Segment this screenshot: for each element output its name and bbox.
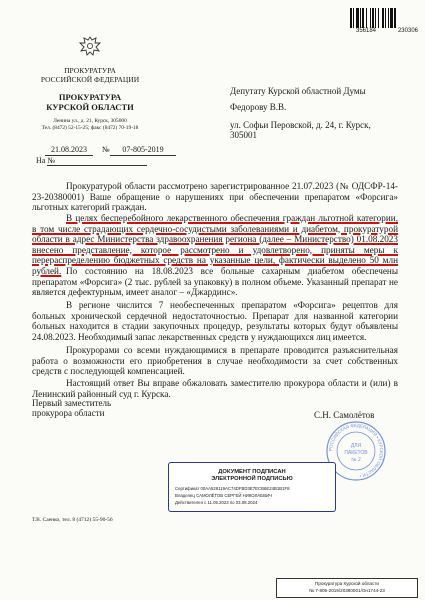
eds-title-line2: ЭЛЕКТРОННОЙ ПОДПИСЬЮ — [211, 475, 293, 482]
document-date: 21.08.2023 — [51, 145, 87, 154]
office-name — [20, 92, 160, 112]
executor-contact: Т.В. Саенко, тел. 8 (4712) 55-90-56 — [32, 517, 113, 523]
barcode-bar — [350, 8, 352, 28]
barcode-bar — [360, 8, 361, 28]
address-line2: Тел. (8472) 52-15-25; факс (8472) 70-19-18 — [41, 125, 139, 131]
paragraph-3: По состоянию на 18.08.2023 все больные сахарным диабетом обеспечены препаратом «Форсига» (2 тыс. рублей за упаковку) в полном объеме. Указанный препарат не является дефектурным, имеет аналог – «Джардинс». — [32, 266, 398, 298]
barcode-number-left: 356184 — [356, 28, 377, 34]
stamp-center-line2: ПАКЕТОВ — [344, 450, 368, 456]
barcode-bar — [375, 8, 376, 28]
barcode-bar — [378, 8, 379, 28]
barcode-bar — [382, 8, 384, 28]
registration-stamp-box — [276, 578, 418, 598]
barcode — [350, 8, 416, 28]
org-line2: РОССИЙСКОЙ ФЕДЕРАЦИИ — [40, 75, 140, 84]
stamp-center-line1: ДЛЯ — [350, 443, 362, 449]
barcode-bar — [356, 8, 359, 28]
address-line1: Ленина ул., д. 21, Курск, 305000 — [53, 118, 127, 124]
office-name-line1: ПРОКУРАТУРА — [58, 92, 122, 102]
eds-title — [169, 469, 335, 483]
barcode-bar — [362, 8, 364, 28]
addressee-address-line1: ул. Софьи Перовской, д. 24, г. Курск, — [230, 120, 371, 130]
eds-certificate: Сертификат 00AA528119AC74DFBD3E7ECB6E24B1B1F8 — [175, 486, 290, 491]
office-address — [20, 118, 160, 132]
registration-number: № 7-805-2019/20380001/Он1744-23 — [309, 588, 385, 593]
barcode-bar — [385, 8, 386, 28]
signatory-title-line2: прокурора области — [32, 408, 105, 418]
reference-underline — [47, 165, 147, 166]
paragraph-2-highlighted: В целях бесперебойного лекарственного обеспечения граждан льготной категории, в том числе страдающих сердечно-сосудистыми заболеваниями и диабетом, прокуратурой области в адрес Министерства здравоохранения региона (далее – Министерство) 01.08.2023 внесено представление, которое рассмотрено и удовлетворено, приняты меры к перераспределению бюджетных средств на указанные цели, фактически выделено 50 млн рублей. — [32, 213, 398, 276]
signatory-title-line1: Первый заместитель — [32, 398, 112, 408]
addressee-address — [230, 120, 371, 140]
addressee-address-line2: 305001 — [230, 130, 257, 140]
registration-office: Прокуратура Курской области — [315, 581, 379, 586]
electronic-signature-box — [168, 462, 336, 512]
signatory-title — [32, 398, 111, 418]
org-line1: ПРОКУРАТУРА — [64, 66, 116, 75]
barcode-number-right: 230306 — [397, 28, 418, 34]
eds-title-line1: ДОКУМЕНТ ПОДПИСАН — [218, 469, 286, 475]
paragraph-1: Прокуратурой области рассмотрено зарегистрированное 21.07.2023 (№ ОДСФР-14-23-20380001) Ваше обращение о нарушениях при обеспечении препаратом «Форсига» льготных категорий граждан. — [32, 181, 398, 213]
number-label: № — [102, 145, 110, 154]
addressee-position: Депутату Курской областной Думы — [230, 86, 366, 96]
reference-label: На № — [36, 156, 55, 165]
organization-header — [20, 66, 160, 84]
barcode-bar — [366, 8, 367, 28]
paragraph-6: Настоящий ответ Вы вправе обжаловать заместителю прокурора области и (или) в Ленинский районный суд г. Курска. — [32, 378, 398, 399]
barcode-bar — [353, 8, 354, 28]
stamp-ring-textpath: РОССИЙСКАЯ ФЕДЕРАЦИЯ • КУРСКОЙ ОБЛАСТИ • — [327, 422, 385, 479]
barcode-bar — [394, 8, 396, 28]
stamp-center-line3: № 2 — [351, 457, 361, 463]
addressee-name: Федорову В.В. — [230, 102, 287, 112]
eds-validity: Действителен с 11.05.2023 по 03.08.2024 — [175, 500, 258, 505]
number-underline — [110, 155, 176, 156]
document-number: 07-805-2019 — [122, 145, 164, 154]
eds-owner: Владелец САМОЛЁТОВ СЕРГЕЙ НИКОЛАЕВИЧ — [175, 493, 272, 498]
emblem-eagle-icon — [77, 34, 103, 60]
paragraph-5: Прокурорами со всеми нуждающимися в препарате проводится разъяснительная работа о возможности его приобретения в случае необходимости за счет собственных средств с последующей компенсацией. — [32, 345, 398, 377]
signatory-name: С.Н. Самолётов — [314, 410, 375, 420]
paragraph-4: В регионе числится 7 необеспеченных препаратом «Форсига» рецептов для больных хронической сердечной недостаточностью. Препарат для названной категории больных находится в стадии закупочных процедур, результаты которых будут объявлены 24.08.2023. Необходимый запас лекарственных средств у нуждающихся лиц имеется. — [32, 300, 398, 342]
barcode-bar — [372, 8, 374, 28]
barcode-bar — [370, 8, 371, 28]
barcode-numbers — [356, 28, 418, 34]
barcode-bar — [388, 8, 389, 28]
barcode-bar — [390, 8, 393, 28]
office-name-line2: КУРСКОЙ ОБЛАСТИ — [46, 102, 134, 112]
